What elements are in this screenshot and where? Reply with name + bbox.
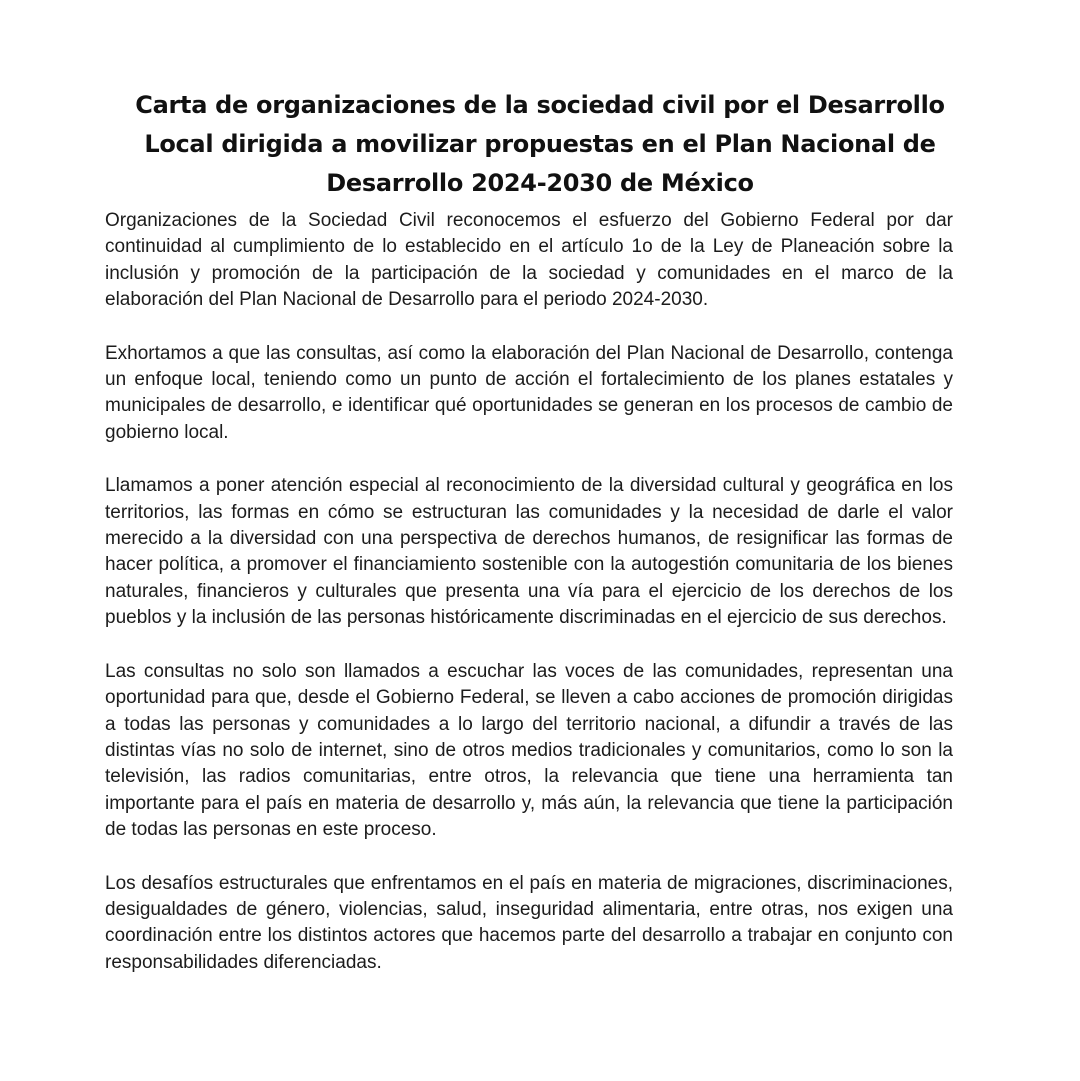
document-title: Carta de organizaciones de la sociedad civil por el Desarrollo Local dirigida a movilizar propuestas en el Plan Nacional de Desarrollo 2024-2030 de México (135, 91, 945, 197)
paragraph-desafios: Los desafíos estructurales que enfrentamos en el país en materia de migraciones, discriminaciones, desigualdades de género, violencias, salud, inseguridad alimentaria, entre otras, nos exigen una coordinación entre los distintos actores que hacemos parte del desarrollo a trabajar en conjunto con responsabilidades diferenciadas. (105, 872, 953, 973)
paragraph-diversidad: Llamamos a poner atención especial al reconocimiento de la diversidad cultural y geográfica en los territorios, las formas en cómo se estructuran las comunidades y la necesidad de darle el valor merecido a la diversidad con una perspectiva de derechos humanos, de resignificar las formas de hacer política, a promover el financiamiento sostenible con la autogestión comunitaria de los bienes naturales, financieros y culturales que presenta una vía para el ejercicio de los derechos de los pueblos y la inclusión de las personas históricamente discriminadas en el ejercicio de sus derechos. (105, 475, 953, 629)
paragraph-reconocimiento: Organizaciones de la Sociedad Civil reconocemos el esfuerzo del Gobierno Federal por dar continuidad al cumplimiento de lo establecido en el artículo 1o de la Ley de Planeación sobre la inclusión y promoción de la participación de la sociedad y comunidades en el marco de la elaboración del Plan Nacional de Desarrollo para el periodo 2024-2030. (105, 210, 953, 311)
document-body (105, 208, 953, 1003)
paragraph-exhorto: Exhortamos a que las consultas, así como la elaboración del Plan Nacional de Desarrollo, contenga un enfoque local, teniendo como un punto de acción el fortalecimiento de los planes estatales y municipales de desarrollo, e identificar qué oportunidades se generan en los procesos de cambio de gobierno local. (105, 342, 953, 443)
paragraph-consultas: Las consultas no solo son llamados a escuchar las voces de las comunidades, representan una oportunidad para que, desde el Gobierno Federal, se lleven a cabo acciones de promoción dirigidas a todas las personas y comunidades a lo largo del territorio nacional, a difundir a través de las distintas vías no solo de internet, sino de otros medios tradicionales y comunitarios, como lo son la televisión, las radios comunitarias, entre otros, la relevancia que tiene una herramienta tan importante para el país en materia de desarrollo y, más aún, la relevancia que tiene la participación de todas las personas en este proceso. (105, 660, 953, 841)
